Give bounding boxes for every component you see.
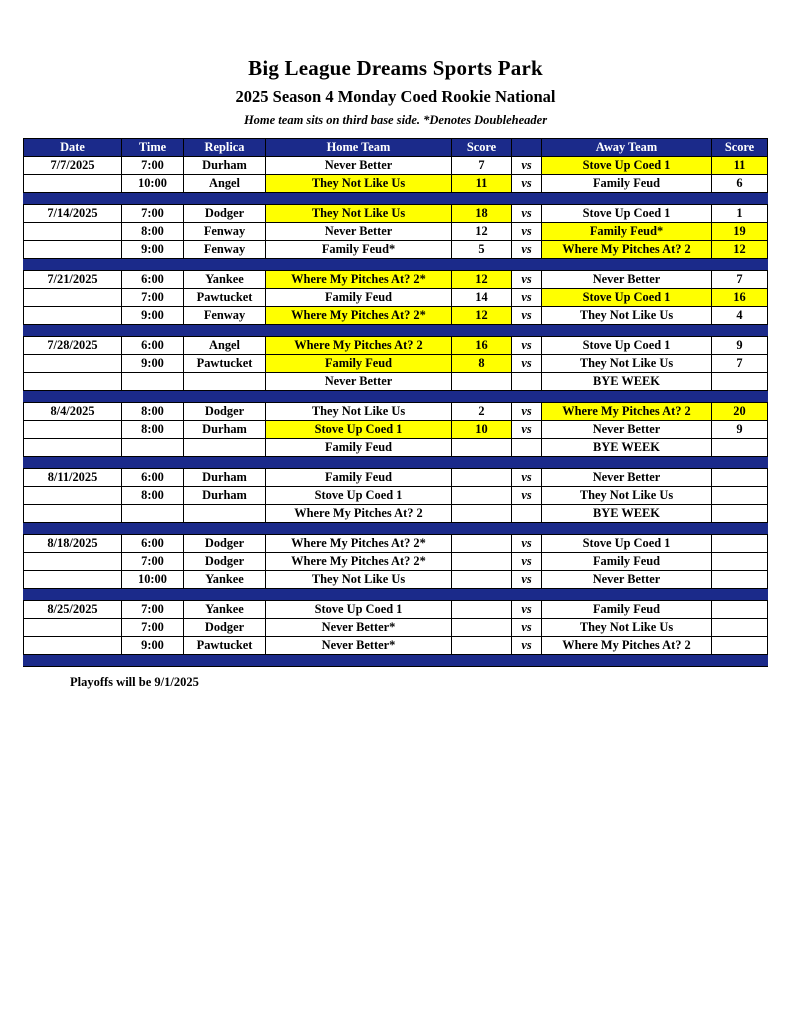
cell-time: 9:00 xyxy=(122,241,184,259)
cell-vs xyxy=(512,505,542,523)
cell-replica: Fenway xyxy=(184,241,266,259)
cell-away-score xyxy=(712,373,768,391)
playoffs-note: Playoffs will be 9/1/2025 xyxy=(70,675,199,689)
cell-replica: Durham xyxy=(184,157,266,175)
cell-replica: Dodger xyxy=(184,403,266,421)
cell-date: 8/18/2025 xyxy=(24,535,122,553)
table-row xyxy=(24,535,768,553)
cell-replica: Angel xyxy=(184,337,266,355)
cell-vs: vs xyxy=(512,337,542,355)
cell-home-team: Family Feud xyxy=(266,469,452,487)
cell-replica: Dodger xyxy=(184,535,266,553)
cell-vs: vs xyxy=(512,289,542,307)
cell-vs: vs xyxy=(512,487,542,505)
cell-date xyxy=(24,175,122,193)
cell-vs: vs xyxy=(512,421,542,439)
cell-vs: vs xyxy=(512,637,542,655)
cell-time xyxy=(122,373,184,391)
cell-away-score: 11 xyxy=(712,157,768,175)
cell-vs: vs xyxy=(512,553,542,571)
cell-away-score xyxy=(712,535,768,553)
cell-home-score: 2 xyxy=(452,403,512,421)
cell-home-team: Stove Up Coed 1 xyxy=(266,487,452,505)
cell-date xyxy=(24,373,122,391)
column-header-away-team: Away Team xyxy=(542,139,712,157)
cell-date: 7/14/2025 xyxy=(24,205,122,223)
table-row xyxy=(24,355,768,373)
cell-home-score: 7 xyxy=(452,157,512,175)
cell-replica: Yankee xyxy=(184,601,266,619)
cell-home-score: 10 xyxy=(452,421,512,439)
cell-away-score xyxy=(712,637,768,655)
cell-away-score xyxy=(712,505,768,523)
table-row xyxy=(24,421,768,439)
cell-time: 7:00 xyxy=(122,553,184,571)
cell-vs: vs xyxy=(512,601,542,619)
cell-away-team: BYE WEEK xyxy=(542,373,712,391)
cell-away-team: Never Better xyxy=(542,421,712,439)
cell-replica xyxy=(184,373,266,391)
cell-time: 7:00 xyxy=(122,157,184,175)
week-separator-cell xyxy=(24,391,768,403)
table-row xyxy=(24,553,768,571)
cell-home-score: 5 xyxy=(452,241,512,259)
cell-date xyxy=(24,223,122,241)
cell-away-team: Where My Pitches At? 2 xyxy=(542,637,712,655)
table-row xyxy=(24,175,768,193)
week-separator-cell xyxy=(24,589,768,601)
cell-replica: Dodger xyxy=(184,553,266,571)
cell-time: 10:00 xyxy=(122,175,184,193)
cell-date: 7/21/2025 xyxy=(24,271,122,289)
cell-away-score xyxy=(712,553,768,571)
week-separator-cell xyxy=(24,325,768,337)
table-row xyxy=(24,469,768,487)
cell-home-score xyxy=(452,637,512,655)
table-row xyxy=(24,601,768,619)
cell-away-team: Stove Up Coed 1 xyxy=(542,205,712,223)
week-separator xyxy=(24,259,768,271)
week-separator xyxy=(24,457,768,469)
cell-home-score: 16 xyxy=(452,337,512,355)
page-title: Big League Dreams Sports Park xyxy=(248,56,543,80)
cell-away-team: Never Better xyxy=(542,469,712,487)
page-subtitle: 2025 Season 4 Monday Coed Rookie National xyxy=(235,87,556,106)
column-header-time: Time xyxy=(122,139,184,157)
cell-home-score: 8 xyxy=(452,355,512,373)
cell-time: 9:00 xyxy=(122,307,184,325)
cell-away-score: 9 xyxy=(712,421,768,439)
week-separator-cell xyxy=(24,523,768,535)
cell-time: 7:00 xyxy=(122,619,184,637)
cell-time: 6:00 xyxy=(122,337,184,355)
cell-away-team: Never Better xyxy=(542,571,712,589)
cell-home-score: 12 xyxy=(452,307,512,325)
cell-home-score xyxy=(452,487,512,505)
cell-date xyxy=(24,571,122,589)
cell-home-team: Never Better xyxy=(266,157,452,175)
cell-home-score xyxy=(452,619,512,637)
cell-away-score: 12 xyxy=(712,241,768,259)
week-separator-cell xyxy=(24,457,768,469)
cell-away-team: Never Better xyxy=(542,271,712,289)
cell-time: 6:00 xyxy=(122,469,184,487)
table-row xyxy=(24,505,768,523)
column-header-score-home: Score xyxy=(452,139,512,157)
cell-away-team: They Not Like Us xyxy=(542,307,712,325)
cell-away-score: 1 xyxy=(712,205,768,223)
cell-replica: Durham xyxy=(184,469,266,487)
cell-vs: vs xyxy=(512,355,542,373)
cell-replica xyxy=(184,439,266,457)
cell-time: 6:00 xyxy=(122,271,184,289)
cell-away-score xyxy=(712,487,768,505)
cell-date: 7/7/2025 xyxy=(24,157,122,175)
cell-vs: vs xyxy=(512,469,542,487)
cell-home-team: Never Better xyxy=(266,223,452,241)
week-separator xyxy=(24,391,768,403)
page-note: Home team sits on third base side. *Denotes Doubleheader xyxy=(243,113,548,127)
cell-vs: vs xyxy=(512,571,542,589)
week-separator-cell xyxy=(24,193,768,205)
cell-replica xyxy=(184,505,266,523)
table-row xyxy=(24,637,768,655)
cell-home-team: They Not Like Us xyxy=(266,403,452,421)
cell-date xyxy=(24,355,122,373)
cell-time: 8:00 xyxy=(122,223,184,241)
cell-away-team: Stove Up Coed 1 xyxy=(542,157,712,175)
cell-time: 9:00 xyxy=(122,355,184,373)
cell-replica: Pawtucket xyxy=(184,355,266,373)
cell-away-team: They Not Like Us xyxy=(542,355,712,373)
cell-home-team: Never Better* xyxy=(266,637,452,655)
cell-home-team: Where My Pitches At? 2* xyxy=(266,307,452,325)
cell-home-team: Stove Up Coed 1 xyxy=(266,601,452,619)
cell-date xyxy=(24,487,122,505)
cell-vs: vs xyxy=(512,157,542,175)
cell-away-team: Family Feud xyxy=(542,175,712,193)
week-separator-cell xyxy=(24,259,768,271)
cell-home-team: Where My Pitches At? 2 xyxy=(266,337,452,355)
cell-replica: Dodger xyxy=(184,619,266,637)
cell-away-score: 20 xyxy=(712,403,768,421)
cell-home-score xyxy=(452,535,512,553)
cell-away-team: Family Feud xyxy=(542,601,712,619)
table-row xyxy=(24,289,768,307)
table-row xyxy=(24,439,768,457)
column-header-replica: Replica xyxy=(184,139,266,157)
cell-vs: vs xyxy=(512,175,542,193)
table-row xyxy=(24,205,768,223)
cell-home-score xyxy=(452,571,512,589)
cell-away-team: Stove Up Coed 1 xyxy=(542,289,712,307)
cell-home-score xyxy=(452,469,512,487)
week-separator xyxy=(24,523,768,535)
column-header-date: Date xyxy=(24,139,122,157)
cell-date: 8/11/2025 xyxy=(24,469,122,487)
cell-away-score xyxy=(712,439,768,457)
cell-away-score xyxy=(712,571,768,589)
cell-home-score xyxy=(452,505,512,523)
cell-replica: Dodger xyxy=(184,205,266,223)
cell-date xyxy=(24,619,122,637)
table-row xyxy=(24,403,768,421)
cell-replica: Pawtucket xyxy=(184,289,266,307)
cell-replica: Fenway xyxy=(184,223,266,241)
table-row xyxy=(24,157,768,175)
table-row xyxy=(24,487,768,505)
cell-date xyxy=(24,439,122,457)
cell-home-score xyxy=(452,373,512,391)
week-separator xyxy=(24,325,768,337)
cell-time: 8:00 xyxy=(122,403,184,421)
cell-home-team: Never Better* xyxy=(266,619,452,637)
cell-vs: vs xyxy=(512,223,542,241)
cell-date xyxy=(24,307,122,325)
cell-home-team: Family Feud* xyxy=(266,241,452,259)
cell-replica: Angel xyxy=(184,175,266,193)
cell-away-score: 6 xyxy=(712,175,768,193)
cell-date: 7/28/2025 xyxy=(24,337,122,355)
cell-away-team: BYE WEEK xyxy=(542,439,712,457)
schedule-table xyxy=(23,138,768,667)
table-row xyxy=(24,619,768,637)
cell-vs: vs xyxy=(512,619,542,637)
cell-away-team: BYE WEEK xyxy=(542,505,712,523)
cell-vs: vs xyxy=(512,307,542,325)
cell-home-score xyxy=(452,439,512,457)
cell-time: 6:00 xyxy=(122,535,184,553)
cell-home-team: Family Feud xyxy=(266,289,452,307)
cell-away-team: They Not Like Us xyxy=(542,619,712,637)
week-separator xyxy=(24,193,768,205)
table-row xyxy=(24,271,768,289)
cell-home-score: 12 xyxy=(452,223,512,241)
cell-home-score: 14 xyxy=(452,289,512,307)
cell-away-team: Stove Up Coed 1 xyxy=(542,337,712,355)
cell-away-team: Family Feud* xyxy=(542,223,712,241)
cell-time: 7:00 xyxy=(122,289,184,307)
cell-date: 8/25/2025 xyxy=(24,601,122,619)
column-header-home-team: Home Team xyxy=(266,139,452,157)
table-row xyxy=(24,571,768,589)
cell-replica: Pawtucket xyxy=(184,637,266,655)
table-row xyxy=(24,223,768,241)
cell-away-score: 9 xyxy=(712,337,768,355)
cell-home-team: Stove Up Coed 1 xyxy=(266,421,452,439)
cell-replica: Yankee xyxy=(184,571,266,589)
week-separator-cell xyxy=(24,655,768,667)
cell-home-team: Family Feud xyxy=(266,355,452,373)
cell-date: 8/4/2025 xyxy=(24,403,122,421)
cell-vs xyxy=(512,373,542,391)
cell-date xyxy=(24,289,122,307)
cell-time: 8:00 xyxy=(122,487,184,505)
week-separator xyxy=(24,589,768,601)
cell-away-team: Family Feud xyxy=(542,553,712,571)
cell-time: 10:00 xyxy=(122,571,184,589)
cell-home-score: 18 xyxy=(452,205,512,223)
cell-away-score: 4 xyxy=(712,307,768,325)
cell-replica: Durham xyxy=(184,421,266,439)
cell-replica: Durham xyxy=(184,487,266,505)
cell-home-team: They Not Like Us xyxy=(266,205,452,223)
cell-date xyxy=(24,421,122,439)
cell-vs xyxy=(512,439,542,457)
cell-away-score: 19 xyxy=(712,223,768,241)
cell-home-team: Where My Pitches At? 2* xyxy=(266,535,452,553)
table-row xyxy=(24,337,768,355)
cell-away-team: Where My Pitches At? 2 xyxy=(542,241,712,259)
table-row xyxy=(24,307,768,325)
cell-vs: vs xyxy=(512,535,542,553)
column-header-vs xyxy=(512,139,542,157)
cell-date xyxy=(24,505,122,523)
cell-away-score xyxy=(712,469,768,487)
cell-away-score xyxy=(712,601,768,619)
cell-date xyxy=(24,241,122,259)
cell-away-score xyxy=(712,619,768,637)
cell-date xyxy=(24,553,122,571)
cell-away-score: 16 xyxy=(712,289,768,307)
week-separator xyxy=(24,655,768,667)
cell-away-score: 7 xyxy=(712,355,768,373)
cell-home-team: Never Better xyxy=(266,373,452,391)
cell-away-score: 7 xyxy=(712,271,768,289)
cell-home-team: They Not Like Us xyxy=(266,571,452,589)
cell-time: 9:00 xyxy=(122,637,184,655)
table-row xyxy=(24,241,768,259)
cell-home-team: Family Feud xyxy=(266,439,452,457)
cell-time: 7:00 xyxy=(122,205,184,223)
cell-home-score xyxy=(452,553,512,571)
cell-vs: vs xyxy=(512,241,542,259)
cell-home-team: Where My Pitches At? 2* xyxy=(266,553,452,571)
cell-home-team: Where My Pitches At? 2* xyxy=(266,271,452,289)
cell-time: 8:00 xyxy=(122,421,184,439)
cell-time xyxy=(122,439,184,457)
cell-time: 7:00 xyxy=(122,601,184,619)
cell-time xyxy=(122,505,184,523)
cell-away-team: They Not Like Us xyxy=(542,487,712,505)
cell-home-score: 12 xyxy=(452,271,512,289)
cell-away-team: Stove Up Coed 1 xyxy=(542,535,712,553)
cell-replica: Fenway xyxy=(184,307,266,325)
cell-vs: vs xyxy=(512,271,542,289)
cell-home-score xyxy=(452,601,512,619)
table-row xyxy=(24,373,768,391)
cell-vs: vs xyxy=(512,205,542,223)
cell-home-score: 11 xyxy=(452,175,512,193)
column-header-score-away: Score xyxy=(712,139,768,157)
cell-vs: vs xyxy=(512,403,542,421)
table-header-row xyxy=(24,139,768,157)
cell-home-team: They Not Like Us xyxy=(266,175,452,193)
cell-home-team: Where My Pitches At? 2 xyxy=(266,505,452,523)
table-body xyxy=(24,157,768,667)
cell-date xyxy=(24,637,122,655)
cell-away-team: Where My Pitches At? 2 xyxy=(542,403,712,421)
cell-replica: Yankee xyxy=(184,271,266,289)
